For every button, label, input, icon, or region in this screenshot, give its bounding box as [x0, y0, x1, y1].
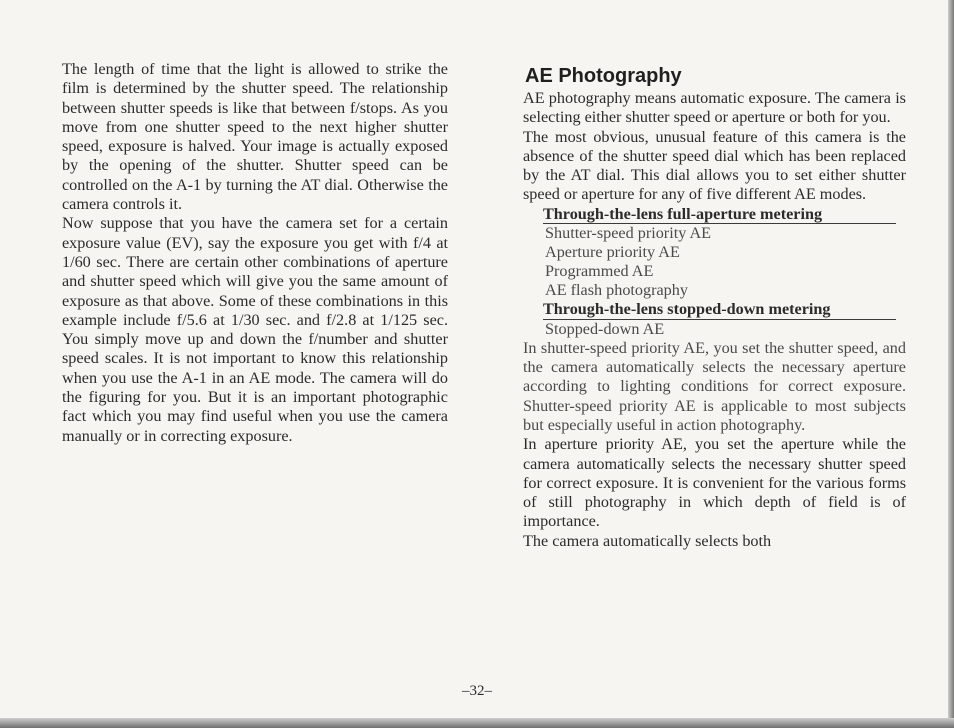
page-edge-bottom: [0, 718, 954, 728]
mode-aperture-priority: Aperture priority AE: [545, 243, 680, 262]
mode-stopped-down: Stopped-down AE: [545, 319, 665, 338]
mode-programmed: Programmed AE: [545, 262, 654, 281]
right-paragraph-1: AE photography means automatic exposure. The camera is selecting either shutter speed or aperture or both for you.: [523, 89, 906, 127]
right-paragraph-5: The camera automatically selects both: [523, 531, 772, 550]
right-paragraph-3: In shutter-speed priority AE, you set the shutter speed, and the camera automatically selects the necessary aperture according to lighting conditions for correct exposure. Shutter-speed priority AE is applicable to most subjects but especially useful in action photography.: [523, 338, 906, 434]
section-heading: AE Photography: [525, 65, 682, 87]
metering-heading-full-aperture: Through-the-lens full-aperture metering: [543, 205, 896, 225]
left-paragraph-2: Now suppose that you have the camera set for a certain exposure value (EV), say the exposure you get with f/4 at 1/60 sec. There are certain other combinations of aperture and shutter speed which will give you the same amount of exposure as that above. Some of these combinations in this example include f/5.6 at 1/30 sec. and f/2.8 at 1/125 sec. You simply move up and down the f/number and shutter speed scales. It is not important to know this relationship when you use the A-1 in an AE mode. The camera will do the figuring for you. But it is an important photographic fact which you may find useful when you use the camera manually or in correcting exposure.: [62, 214, 448, 445]
right-paragraph-4: In aperture priority AE, you set the aperture while the camera automatically selects the necessary shutter speed for correct exposure. It is convenient for the various forms of still photography in which depth of field is of importance.: [523, 435, 906, 531]
left-column: [62, 60, 448, 446]
page-number: –32–: [462, 683, 492, 699]
left-paragraph-1: The length of time that the light is allowed to strike the film is determined by the shutter speed. The relationship between shutter speeds is like that between f/stops. As you move from one shutter speed to the next higher shutter speed, exposure is halved. Your image is actually exposed by the opening of the shutter. Shutter speed can be controlled on the A-1 by turning the AT dial. Otherwise the camera controls it.: [62, 60, 448, 214]
page-edge-right: [948, 0, 954, 728]
right-paragraph-2: The most obvious, unusual feature of this camera is the absence of the shutter speed dial which has been replaced by the AT dial. This dial allows you to set either shutter speed or aperture for any of five different AE modes.: [523, 127, 906, 204]
mode-shutter-priority: Shutter-speed priority AE: [545, 224, 712, 243]
metering-heading-stopped-down: Through-the-lens stopped-down metering: [543, 300, 896, 320]
mode-flash: AE flash photography: [545, 281, 688, 300]
right-column: [523, 64, 906, 551]
